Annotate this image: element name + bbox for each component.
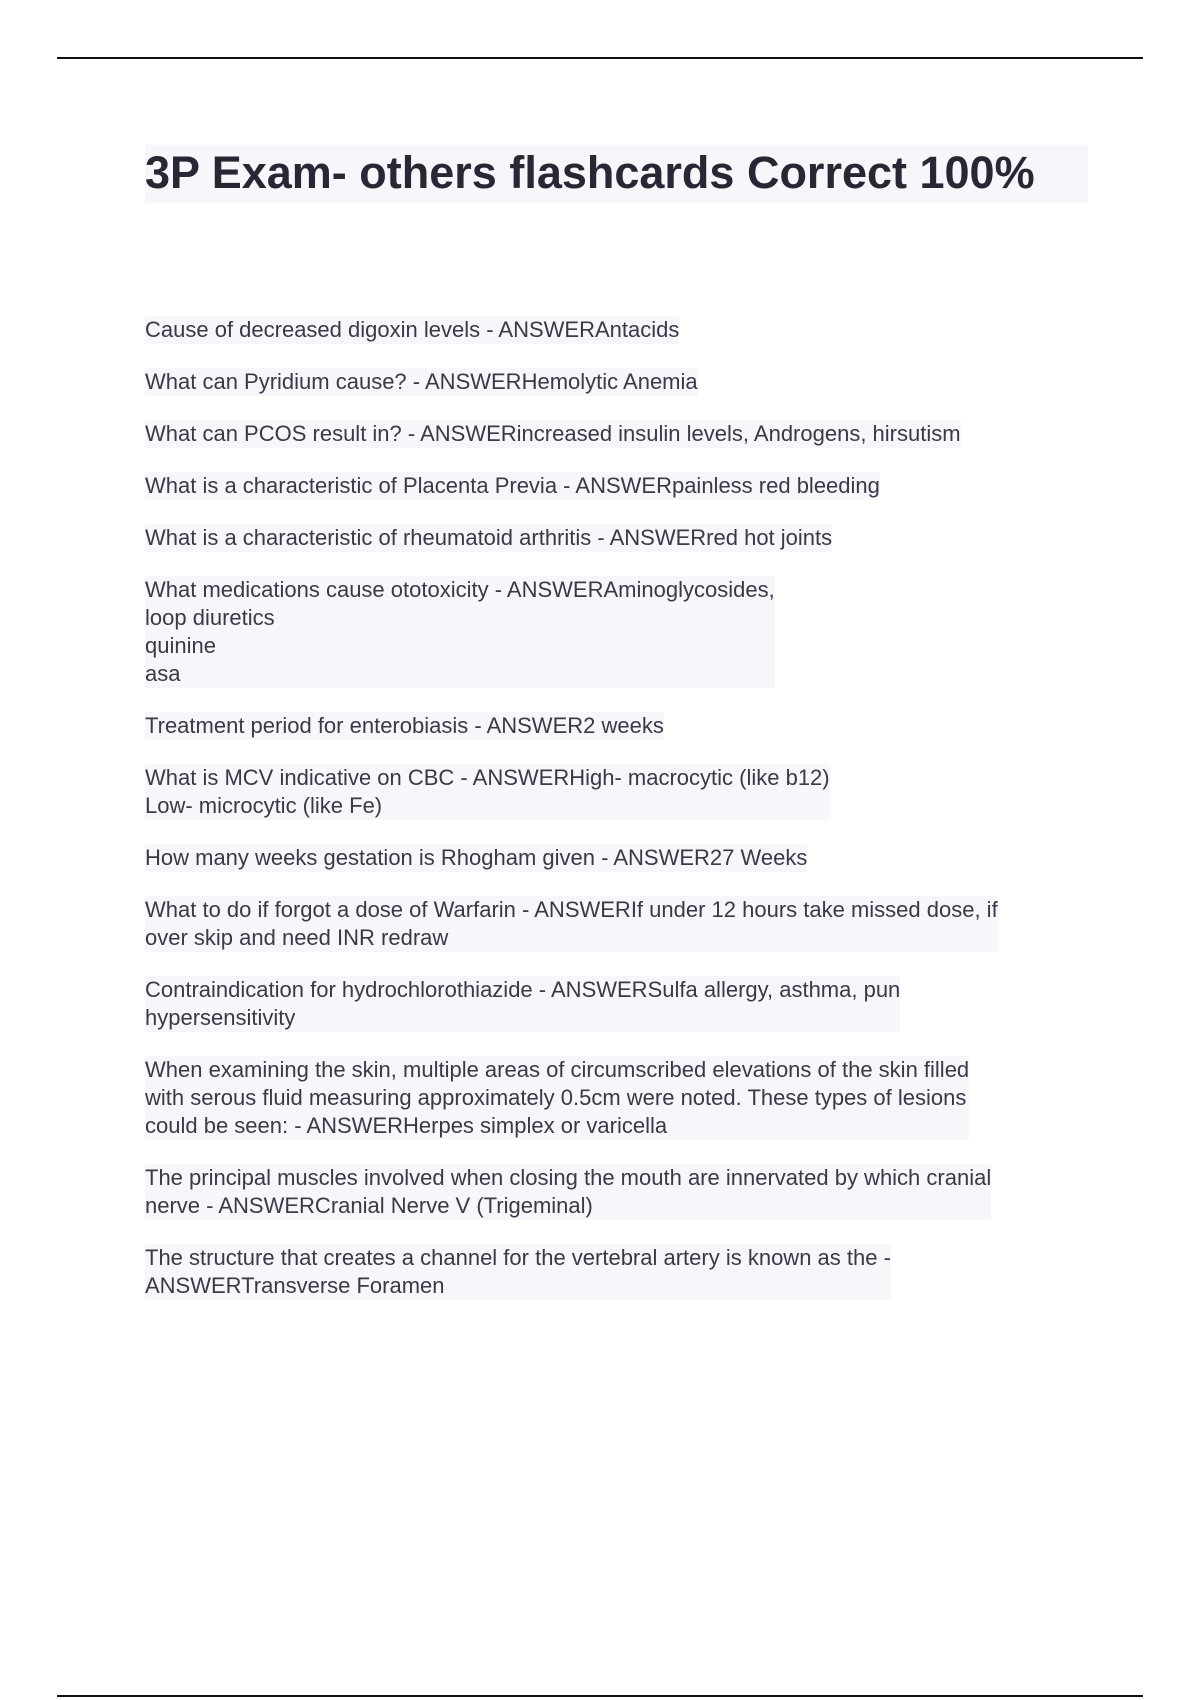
flashcard-text: [145, 844, 807, 872]
flashcard-item: [145, 576, 1090, 688]
flashcard-text: [145, 712, 664, 740]
flashcard-line: loop diuretics: [145, 605, 275, 630]
flashcard-text: [145, 976, 900, 1032]
flashcard-line: What is MCV indicative on CBC - ANSWERHigh- macrocytic (like b12): [145, 765, 830, 790]
flashcard-text: [145, 368, 698, 396]
flashcard-line: Cause of decreased digoxin levels - ANSWERAntacids: [145, 317, 680, 342]
flashcard-line: Treatment period for enterobiasis - ANSWER2 weeks: [145, 713, 664, 738]
flashcard-line: What is a characteristic of rheumatoid arthritis - ANSWERred hot joints: [145, 525, 833, 550]
flashcard-line: How many weeks gestation is Rhogham given - ANSWER27 Weeks: [145, 845, 808, 870]
flashcard-item: [145, 896, 1090, 952]
flashcard-item: [145, 1164, 1090, 1220]
flashcard-line: What is a characteristic of Placenta Previa - ANSWERpainless red bleeding: [145, 473, 880, 498]
flashcard-line: hypersensitivity: [145, 1005, 296, 1030]
flashcard-text: [145, 896, 998, 952]
flashcard-item: [145, 368, 1090, 396]
bottom-rule: [57, 1695, 1143, 1697]
flashcard-text: [145, 420, 961, 448]
flashcard-item: [145, 712, 1090, 740]
document-title: 3P Exam- others flashcards Correct 100%: [145, 147, 1035, 198]
flashcard-line: What to do if forgot a dose of Warfarin - ANSWERIf under 12 hours take missed dose, if: [145, 897, 998, 922]
flashcard-item: [145, 524, 1090, 552]
flashcard-list: [145, 316, 1090, 1300]
flashcard-item: [145, 1056, 1090, 1140]
flashcard-line: Contraindication for hydrochlorothiazide - ANSWERSulfa allergy, asthma, pun: [145, 977, 901, 1002]
flashcard-item: [145, 844, 1090, 872]
flashcard-item: [145, 976, 1090, 1032]
flashcard-line: ANSWERTransverse Foramen: [145, 1273, 445, 1298]
flashcard-line: What can Pyridium cause? - ANSWERHemolytic Anemia: [145, 369, 698, 394]
flashcard-line: When examining the skin, multiple areas of circumscribed elevations of the skin filled: [145, 1057, 970, 1082]
document-body: [145, 145, 1090, 1324]
flashcard-item: [145, 1244, 1090, 1300]
flashcard-line: nerve - ANSWERCranial Nerve V (Trigeminal): [145, 1193, 593, 1218]
flashcard-item: [145, 472, 1090, 500]
flashcard-text: [145, 764, 830, 820]
flashcard-text: [145, 1056, 969, 1140]
flashcard-text: [145, 1244, 891, 1300]
flashcard-line: with serous fluid measuring approximately 0.5cm were noted. These types of lesions: [145, 1085, 967, 1110]
flashcard-line: could be seen: - ANSWERHerpes simplex or varicella: [145, 1113, 668, 1138]
top-rule: [57, 57, 1143, 59]
flashcard-text: [145, 524, 832, 552]
flashcard-text: [145, 576, 775, 688]
flashcard-line: asa: [145, 661, 181, 686]
flashcard-item: [145, 420, 1090, 448]
flashcard-text: [145, 316, 679, 344]
flashcard-line: over skip and need INR redraw: [145, 925, 449, 950]
flashcard-line: Low- microcytic (like Fe): [145, 793, 383, 818]
flashcard-line: What can PCOS result in? - ANSWERincreased insulin levels, Androgens, hirsutism: [145, 421, 961, 446]
flashcard-line: The structure that creates a channel for the vertebral artery is known as the -: [145, 1245, 891, 1270]
flashcard-line: The principal muscles involved when closing the mouth are innervated by which cranial: [145, 1165, 992, 1190]
flashcard-text: [145, 1164, 991, 1220]
flashcard-line: quinine: [145, 633, 216, 658]
flashcard-text: [145, 472, 880, 500]
title-block: [145, 145, 1088, 203]
flashcard-line: What medications cause ototoxicity - ANSWERAminoglycosides,: [145, 577, 775, 602]
flashcard-item: [145, 764, 1090, 820]
flashcard-item: [145, 316, 1090, 344]
